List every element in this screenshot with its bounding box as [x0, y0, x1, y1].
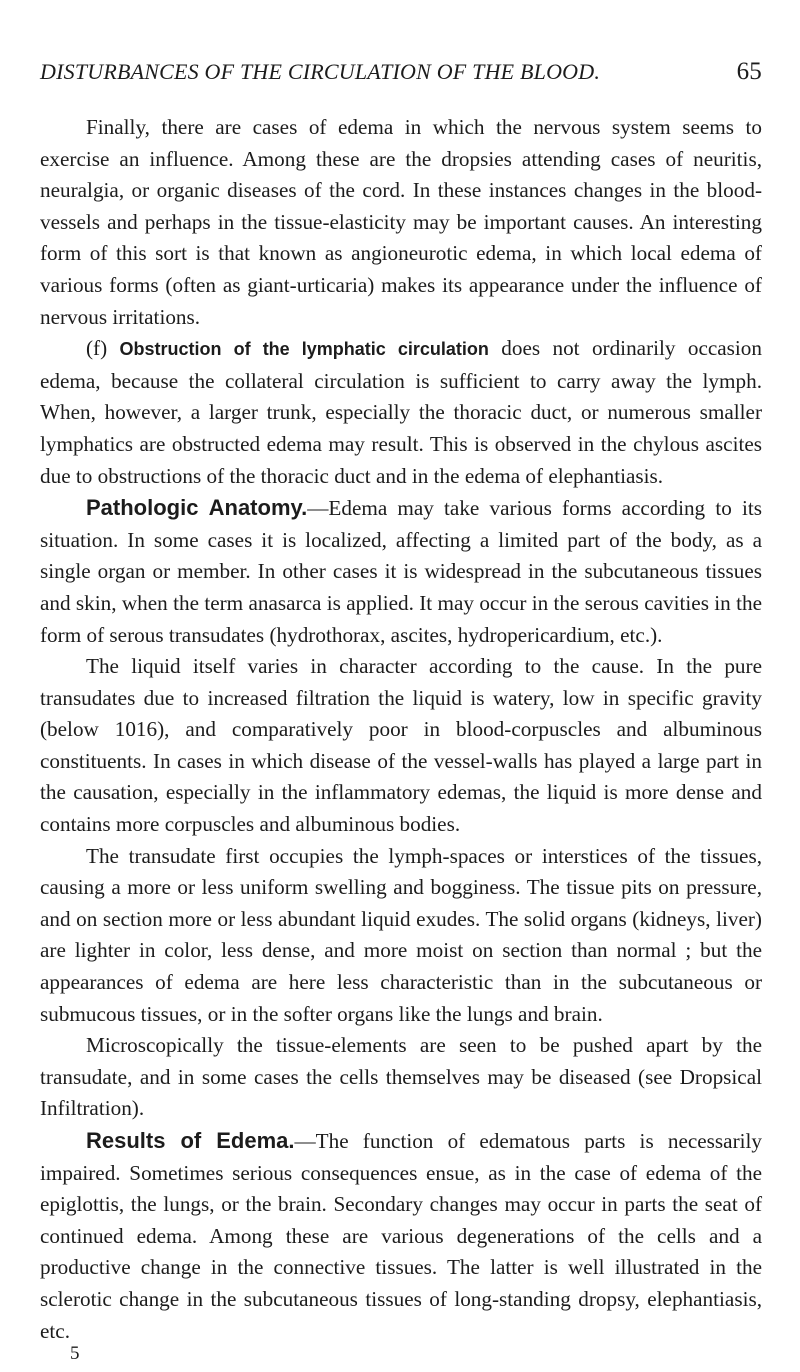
paragraph-microscopic: Microscopically the tissue-elements are seen to be pushed apart by the transudate, and in some cases the cells themselves may be diseased (see Dropsical Infiltration).: [40, 1033, 762, 1121]
lymphatic-text: does not ordinarily occasion edema, because the collateral circulation is sufficient to carry away the lymph. When, however, a larger trunk, especially the thoracic duct, or numerous smaller lymphatics are obstructed edema may result. This is observed in the chylous ascites due to obstructions of the thoracic duct and in the edema of elephantiasis.: [40, 336, 762, 488]
signature-mark: 5: [70, 1343, 80, 1365]
results-heading: Results of Edema.: [86, 1128, 295, 1153]
paragraph-transudate: The transudate first occupies the lymph-spaces or interstices of the tissues, causing a more or less uniform swelling and bogginess. The tissue pits on pressure, and on section more or less abundant liquid exudes. The solid organs (kidneys, liver) are lighter in color, less dense, and more moist on section than normal ; but the appearances of edema are here less characteristic than in the subcutaneous or submucous tissues, or in the softer organs like the lungs and brain.: [40, 843, 762, 1026]
running-head: [40, 58, 762, 86]
section-label: (f): [86, 336, 108, 361]
running-head-title: DISTURBANCES OF THE CIRCULATION OF THE BLOOD.: [40, 59, 601, 84]
paragraph-nervous-edema: Finally, there are cases of edema in which the nervous system seems to exercise an influence. Among these are the dropsies attending cases of neuritis, neuralgia, or organic diseases of the cord. In these instances changes in the blood-vessels and perhaps in the tissue-elasticity may be important causes. An interesting form of this sort is that known as angioneurotic edema, in which local edema of various forms (often as giant-urticaria) makes its appearance under the influence of nervous irritations.: [40, 115, 762, 329]
pathologic-anatomy-heading: Pathologic Anatomy.: [86, 495, 308, 521]
book-page: [40, 58, 762, 1365]
paragraph-lymphatic-obstruction: [40, 333, 762, 492]
lymphatic-heading: Obstruction of the lymphatic circulation: [119, 339, 489, 360]
results-text: —The function of edematous parts is necessarily impaired. Sometimes serious consequences ensue, as in the case of edema of the epiglottis, the lungs, or the brain. Secondary changes may occur in parts the seat of continued edema. Among these are various degenerations of the cells and a productive change in the connective tissues. The latter is well illustrated in the sclerotic change in the subcutaneous tissues of long-standing dropsy, elephantiasis, etc.: [40, 1129, 762, 1343]
pathologic-anatomy-text: —Edema may take various forms according to its situation. In some cases it is localized, affecting a limited part of the body, as a single organ or member. In other cases it is widespread in the subcutaneous tissues and skin, when the term anasarca is applied. It may occur in the serous cavities in the form of serous transudates (hydrothorax, ascites, hydropericardium, etc.).: [40, 496, 762, 647]
body-text: [40, 112, 762, 1347]
paragraph-pathologic-anatomy: [40, 492, 762, 651]
paragraph-results-of-edema: [40, 1125, 762, 1347]
page-number: 65: [736, 58, 762, 85]
paragraph-liquid-character: The liquid itself varies in character according to the cause. In the pure transudates due to increased filtration the liquid is watery, low in specific gravity (below 1016), and comparatively poor in blood-corpuscles and albuminous constituents. In cases in which disease of the vessel-walls has played a large part in the causation, especially in the inflammatory edemas, the liquid is more dense and contains more corpuscles and albuminous bodies.: [40, 654, 762, 837]
